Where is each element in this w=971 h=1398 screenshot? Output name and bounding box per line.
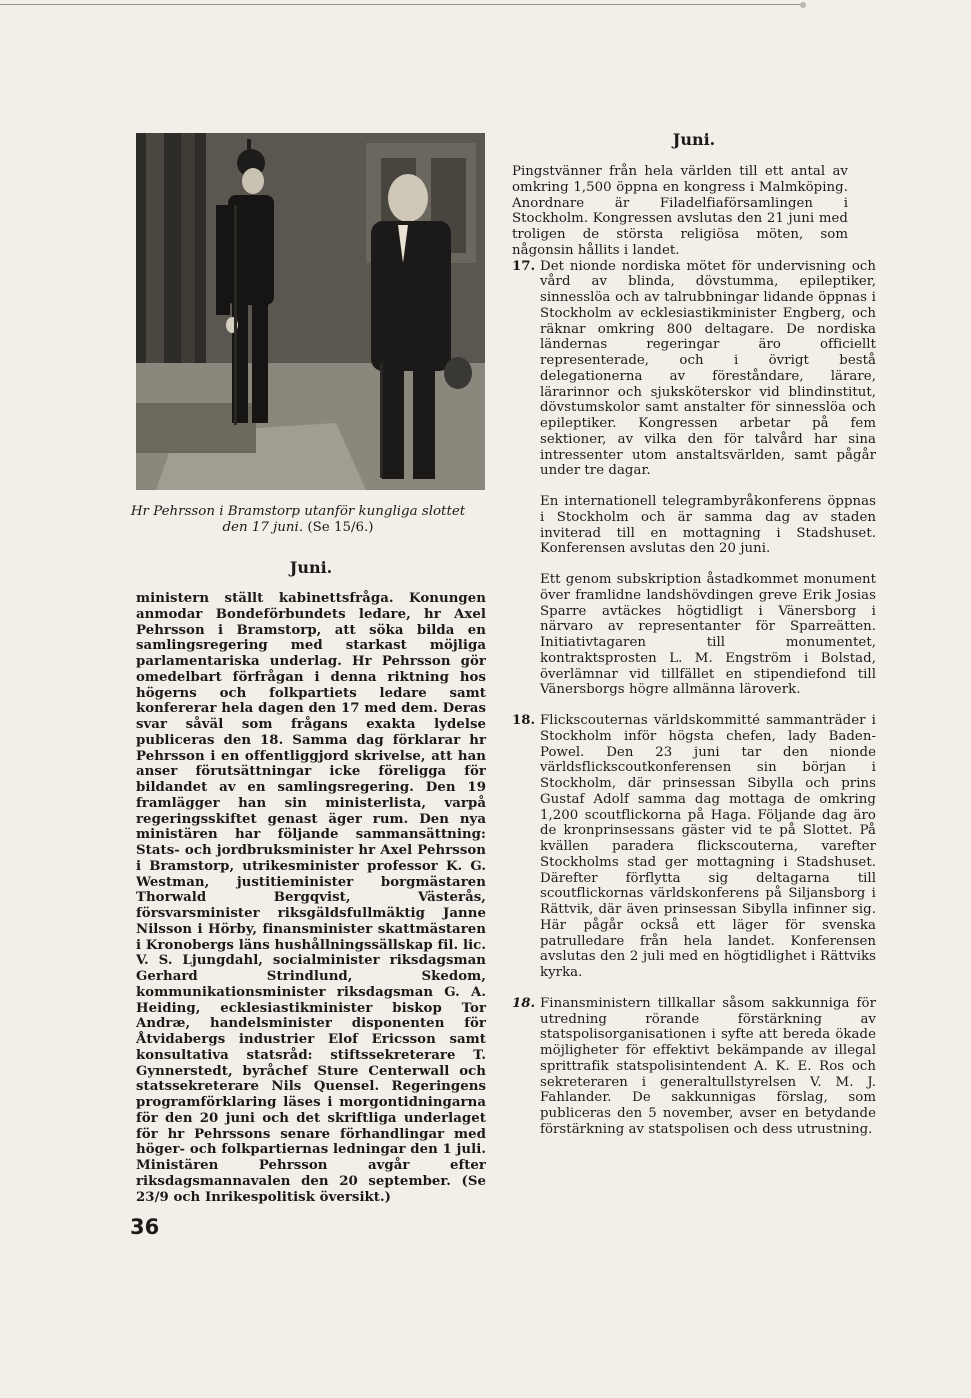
left-column <box>130 133 486 1205</box>
entry-text: En internationell telegrambyråkonferens öppnas i Stockholm och är samma dag av staden inviterad till en mottagning i Stadshuset. Konferensen avslutas den 20 juni. <box>540 494 876 557</box>
top-rule <box>0 4 805 5</box>
entry-18-girl-scouts <box>512 713 876 981</box>
entry-sparre-monument <box>512 572 876 698</box>
entry-date: 18. <box>512 995 536 1011</box>
photo-illustration <box>136 133 485 490</box>
right-column <box>512 130 876 1153</box>
left-month-heading: Juni. <box>289 558 333 577</box>
photo-caption <box>118 504 478 536</box>
entry-date: 18. <box>512 713 536 728</box>
entry-telegram-conference <box>512 494 876 557</box>
entry-date: 17. <box>512 258 536 274</box>
page-number: 36 <box>130 1215 160 1239</box>
entry-text: Finansministern tillkallar såsom sakkunniga för utredning rörande förstärkning av statspolisorganisationen i syfte att bereda ökade möjligheter för effektivt bekämpande av illegal sprittrafik statspolisintendent A. K. E. Ros och sekreteraren i generaltullstyrelsen V. M. J. Fahlander. De sakkunnigas förslag, som publiceras den 5 november, avser en betydande förstärkning av statspolisen och dess utrustning. <box>540 995 876 1137</box>
entry-18-state-police <box>512 996 876 1138</box>
entry-date <box>512 494 540 557</box>
entry-text: Ett genom subskription åstadkommet monument över framlidne landshövdingen greve Erik Josias Sparre avtäckes högtidligt i Vänersborg i närvaro av representanter för Sparreätten. Initiativtagaren till monumentet, kontraktsprosten L. M. Engström i Bolstad, överlämnar vid tillfället en stipendiefond till Vänersborgs högre allmänna läroverk. <box>540 572 876 698</box>
left-body-text: ministern ställt kabinettsfråga. Konungen anmodar Bondeförbundets ledare, hr Axel Pehrsson i Bramstorp, att söka bilda en samlingsregering med starkast möjliga parlamentariska underlag. Hr Pehrsson gör omedelbart förfrågan i denna riktning hos högerns och folkpartiets ledare samt konfererar hela dagen den 17 med dem. Deras svar såväl som frågans exakta lydelse publiceras den 18. Samma dag förklarar hr Pehrsson i en offentliggjord skrivelse, att han anser förutsättningar icke föreligga för bildandet av en samlingsregering. Den 19 framlägger han sin ministerlista, varpå regeringsskiftet genast äger rum. Den nya ministären har följande sammansättning: Stats- och jordbruksminister hr Axel Pehrsson i Bramstorp, utrikesminister professor K. G. Westman, justitieminister borgmästaren Thorwald Bergqvist, Västerås, försvarsminister riksgäldsfullmäktig Janne Nilsson i Hörby, finansminister skattmästaren i Kronobergs läns hushållningssällskap fil. lic. V. S. Ljungdahl, socialminister riksdagsman Gerhard Strindlund, Skedom, kommunikationsminister riksdagsman G. A. Heiding, ecklesiastikminister biskop Tor Andræ, handelsminister disponenten för Åtvidabergs industrier Elof Ericsson samt konsultativa statsråd: stiftssekreterare T. Gynnerstedt, byråchef Sture Centerwall och statssekreterare Nils Quensel. Regeringens programförklaring läses i morgontidningarna för den 20 juni och det skriftliga underlaget för hr Pehrssons senare förhandlingar med höger- och folkpartiernas ledningar den 1 juli. Ministären Pehrsson avgår efter riksdagsmannavalen den 20 september. (Se 23/9 och Inrikespolitisk översikt.) <box>136 591 486 1205</box>
photograph <box>136 133 485 490</box>
intro-paragraph: Pingstvänner från hela världen till ett antal av omkring 1,500 öppna en kongress i Malmköping. Anordnare är Filadelfiaförsamlingen i Stockholm. Kongressen avslutas den 21 juni med troligen de största religiösa möten, som någonsin hållits i landet. <box>512 164 848 258</box>
page-mark <box>800 2 806 8</box>
entry-date <box>512 572 540 698</box>
entry-17-blind-meeting <box>512 259 876 480</box>
right-month-heading: Juni. <box>672 130 716 149</box>
caption-italic: Hr Pehrsson i Bramstorp utanför kungliga slottet den 17 juni. <box>130 504 466 535</box>
entry-text: Det nionde nordiska mötet för undervisning och vård av blinda, dövstumma, epileptiker, sinnesslöa och av talrubbningar lidande öppnas i Stockholm av ecklesiastikminister Engberg, och räknar omkring 800 deltagare. De nordiska ländernas regeringar äro officiellt representerade, och i övrigt bestå delegationerna av föreståndare, lärare, lärarinnor och sjuksköterskor vid blindinstitut, dövstumskolor samt anstalter för sinnesslöa och epileptiker. Kongressen arbetar på fem sektioner, av vilka den för talvård har sina intressenter utom anstaltsvärlden, samt pågår under tre dagar. <box>540 258 876 479</box>
entry-text: Flickscouternas världskommitté sammanträder i Stockholm inför högsta chefen, lady Baden-Powel. Den 23 juni tar den nionde världsflickscoutkonferensen sin början i Stockholm, där prinsessan Sibylla och prins Gustaf Adolf samma dag mottaga de omkring 1,200 scoutflickorna på Haga. Följande dag äro de kronprinsessans gäster vid te på Slottet. På kvällen paradera flickscouterna, varefter Stockholms stad ger mottagning i Stadshuset. Därefter förflytta sig deltagarna till scoutflickornas världskonferens på Siljansborg i Rättvik, där även prinsessan Sibylla infinner sig. Här pågår också ett läger för svenska patrulledare från hela landet. Konferensen avslutas den 2 juli med en högtidlighet i Rättviks kyrka. <box>540 713 876 980</box>
caption-reference: (Se 15/6.) <box>307 520 374 535</box>
